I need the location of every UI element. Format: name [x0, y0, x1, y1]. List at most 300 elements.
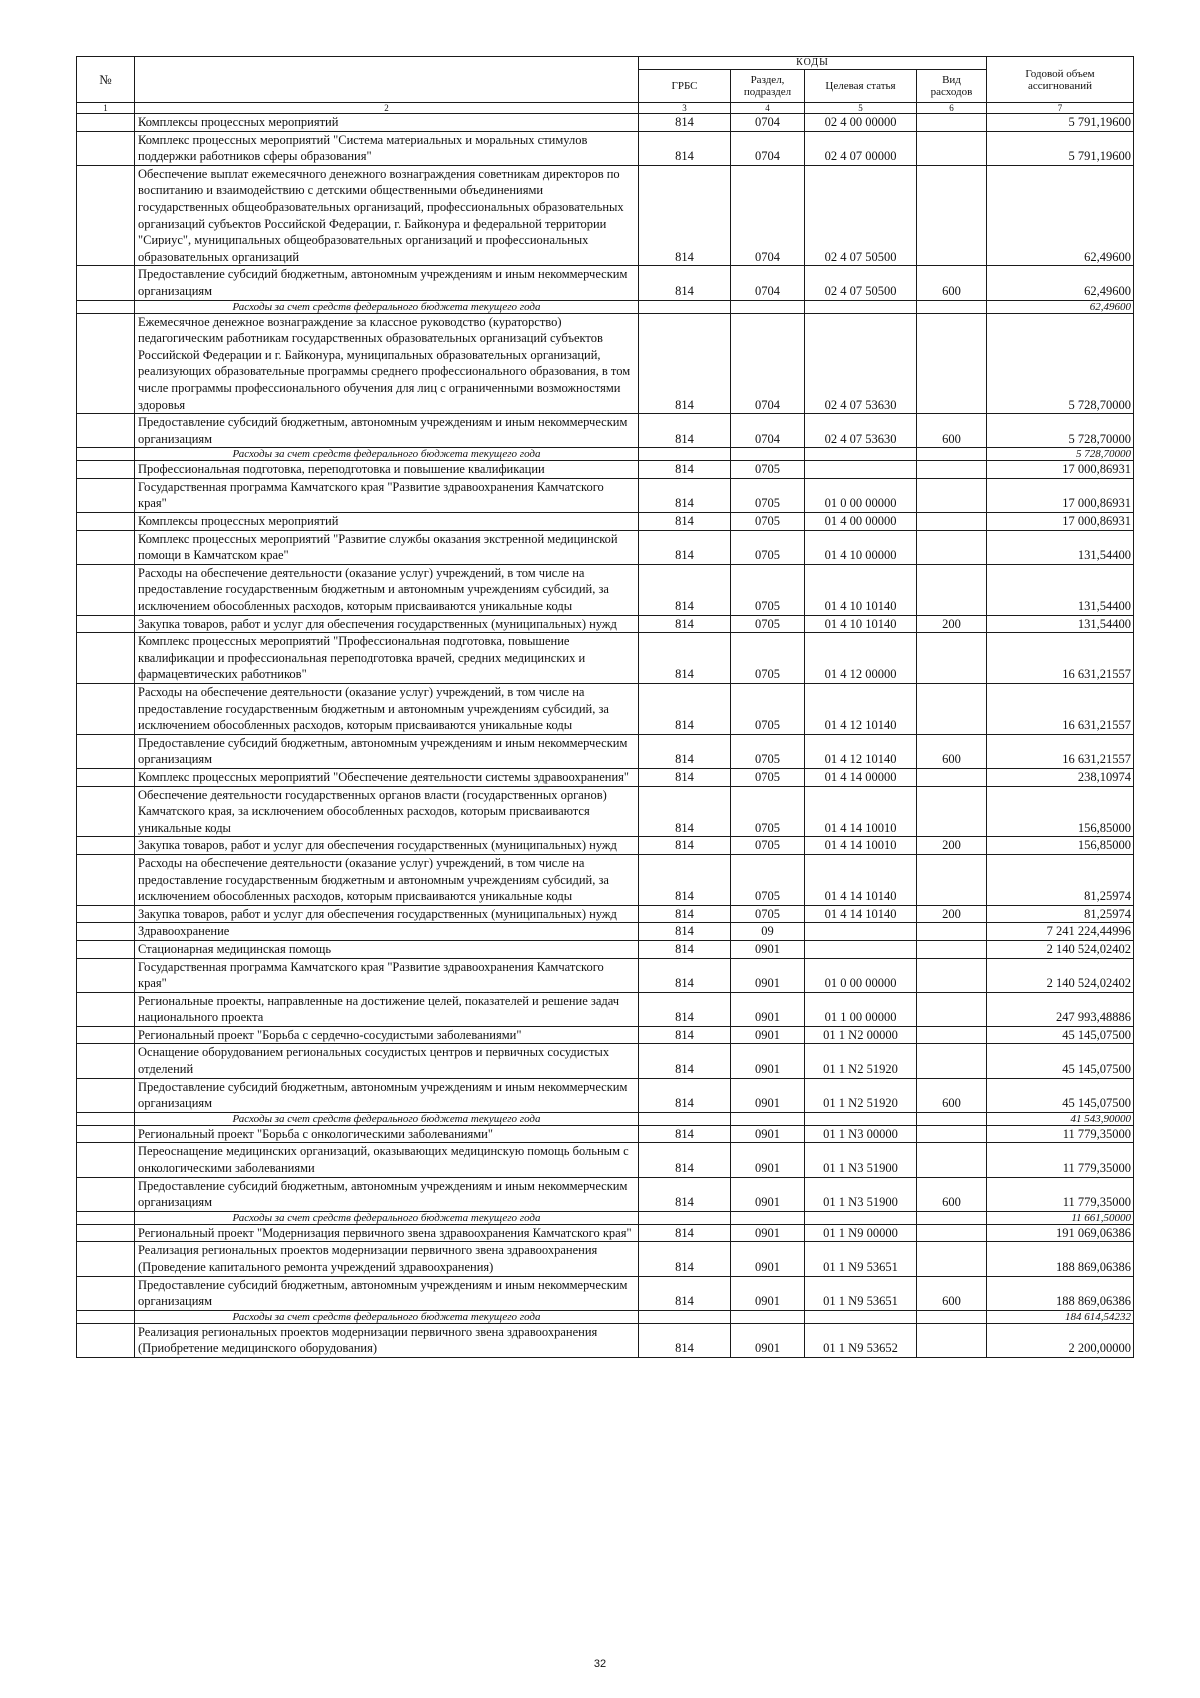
row-grbs-code: 814 — [639, 313, 731, 414]
row-amount: 62,49600 — [987, 165, 1134, 266]
row-number-cell — [77, 786, 135, 837]
row-number-cell — [77, 1044, 135, 1078]
row-name: Ежемесячное денежное вознаграждение за классное руководство (кураторство) педагогическим работникам государственных образовательных организаций субъектов Российской Федерации и г. Байконура, муниципальных образовательных организаций, реализующих образовательные программы среднего профессионального образования, в том числе программы профессионального обучения для лиц с ограниченными возможностями здоровья — [135, 313, 639, 414]
row-target-article: 02 4 07 50500 — [805, 266, 917, 300]
row-razdel-code: 0901 — [731, 1323, 805, 1357]
row-razdel-code: 0901 — [731, 1078, 805, 1112]
row-target-article: 01 4 10 10140 — [805, 615, 917, 633]
row-razdel-code: 0901 — [731, 940, 805, 958]
row-target-article: 01 1 N2 51920 — [805, 1078, 917, 1112]
table-row — [77, 1276, 1134, 1310]
table-row — [77, 1242, 1134, 1276]
row-amount: 45 145,07500 — [987, 1044, 1134, 1078]
row-amount: 5 728,70000 — [987, 448, 1134, 461]
row-number-cell — [77, 734, 135, 768]
row-name: Расходы за счет средств федерального бюджета текущего года — [135, 1112, 639, 1125]
row-number-cell — [77, 1276, 135, 1310]
row-name: Закупка товаров, работ и услуг для обеспечения государственных (муниципальных) нужд — [135, 905, 639, 923]
row-expense-type — [917, 1143, 987, 1177]
column-number: 1 — [77, 103, 135, 114]
row-amount: 62,49600 — [987, 266, 1134, 300]
row-amount: 11 661,50000 — [987, 1211, 1134, 1224]
row-expense-type — [917, 513, 987, 531]
row-razdel-code: 0705 — [731, 478, 805, 512]
row-razdel-code: 0901 — [731, 1177, 805, 1211]
row-expense-type — [917, 131, 987, 165]
row-grbs-code: 814 — [639, 530, 731, 564]
row-razdel-code: 0901 — [731, 1026, 805, 1044]
row-expense-type — [917, 992, 987, 1026]
row-grbs-code: 814 — [639, 923, 731, 941]
header-annual-amount: Годовой объем ассигнований — [987, 57, 1134, 103]
table-body — [77, 114, 1134, 1358]
row-razdel-code: 0705 — [731, 564, 805, 615]
row-target-article: 01 1 N3 00000 — [805, 1125, 917, 1143]
row-target-article: 02 4 00 00000 — [805, 114, 917, 132]
row-grbs-code: 814 — [639, 513, 731, 531]
header-grbs: ГРБС — [639, 70, 731, 103]
row-target-article — [805, 300, 917, 313]
row-grbs-code: 814 — [639, 1177, 731, 1211]
table-row — [77, 1143, 1134, 1177]
row-grbs-code: 814 — [639, 768, 731, 786]
row-target-article: 01 0 00 00000 — [805, 478, 917, 512]
row-grbs-code: 814 — [639, 734, 731, 768]
row-amount: 11 779,35000 — [987, 1125, 1134, 1143]
row-grbs-code: 814 — [639, 414, 731, 448]
row-target-article: 02 4 07 00000 — [805, 131, 917, 165]
row-name: Здравоохранение — [135, 923, 639, 941]
row-name: Региональный проект "Модернизация первичного звена здравоохранения Камчатского края" — [135, 1224, 639, 1242]
row-amount: 16 631,21557 — [987, 684, 1134, 735]
row-target-article: 01 1 N3 51900 — [805, 1177, 917, 1211]
row-expense-type — [917, 1211, 987, 1224]
row-razdel-code: 0901 — [731, 1143, 805, 1177]
row-name: Расходы за счет средств федерального бюджета текущего года — [135, 1310, 639, 1323]
row-number-cell — [77, 131, 135, 165]
row-amount: 17 000,86931 — [987, 478, 1134, 512]
table-row — [77, 478, 1134, 512]
row-target-article: 01 1 N2 51920 — [805, 1044, 917, 1078]
table-row — [77, 1125, 1134, 1143]
row-grbs-code: 814 — [639, 461, 731, 479]
row-name: Закупка товаров, работ и услуг для обеспечения государственных (муниципальных) нужд — [135, 837, 639, 855]
table-row — [77, 1224, 1134, 1242]
row-name: Предоставление субсидий бюджетным, автономным учреждениям и иным некоммерческим организациям — [135, 734, 639, 768]
row-number-cell — [77, 1224, 135, 1242]
row-amount: 45 145,07500 — [987, 1026, 1134, 1044]
row-grbs-code: 814 — [639, 1276, 731, 1310]
row-razdel-code — [731, 448, 805, 461]
row-amount: 16 631,21557 — [987, 633, 1134, 684]
row-expense-type — [917, 1112, 987, 1125]
row-amount: 81,25974 — [987, 905, 1134, 923]
row-expense-type: 600 — [917, 414, 987, 448]
row-grbs-code — [639, 448, 731, 461]
row-name: Предоставление субсидий бюджетным, автономным учреждениям и иным некоммерческим организациям — [135, 1276, 639, 1310]
row-expense-type: 200 — [917, 837, 987, 855]
row-razdel-code: 0704 — [731, 313, 805, 414]
table-row — [77, 266, 1134, 300]
row-razdel-code: 0705 — [731, 633, 805, 684]
row-name: Предоставление субсидий бюджетным, автономным учреждениям и иным некоммерческим организациям — [135, 266, 639, 300]
federal-funds-subrow — [77, 448, 1134, 461]
federal-funds-subrow — [77, 1112, 1134, 1125]
row-expense-type — [917, 786, 987, 837]
page-number: 32 — [593, 1658, 607, 1670]
row-number-cell — [77, 448, 135, 461]
row-number-cell — [77, 165, 135, 266]
row-grbs-code: 814 — [639, 992, 731, 1026]
row-name: Предоставление субсидий бюджетным, автономным учреждениям и иным некоммерческим организациям — [135, 1177, 639, 1211]
row-razdel-code — [731, 300, 805, 313]
row-target-article: 01 4 12 00000 — [805, 633, 917, 684]
row-grbs-code: 814 — [639, 1044, 731, 1078]
row-razdel-code: 0901 — [731, 1125, 805, 1143]
table-row — [77, 414, 1134, 448]
row-number-cell — [77, 992, 135, 1026]
table-row — [77, 905, 1134, 923]
row-amount: 11 779,35000 — [987, 1143, 1134, 1177]
row-razdel-code: 0704 — [731, 165, 805, 266]
row-target-article: 01 4 14 00000 — [805, 768, 917, 786]
row-expense-type — [917, 313, 987, 414]
row-razdel-code: 0705 — [731, 684, 805, 735]
row-expense-type — [917, 1323, 987, 1357]
row-name: Расходы на обеспечение деятельности (оказание услуг) учреждений, в том числе на предоставление государственным бюджетным и автономным учреждениям субсидий, за исключением обособленных расходов, которым присваиваются уникальные коды — [135, 564, 639, 615]
row-grbs-code: 814 — [639, 633, 731, 684]
row-name: Комплекс процессных мероприятий "Профессиональная подготовка, повышение квалификации и профессиональная переподготовка врачей, средних медицинских и фармацевтических работников" — [135, 633, 639, 684]
row-name: Расходы на обеспечение деятельности (оказание услуг) учреждений, в том числе на предоставление государственным бюджетным и автономным учреждениям субсидий, за исключением обособленных расходов, которым присваиваются уникальные коды — [135, 854, 639, 905]
row-razdel-code: 0705 — [731, 461, 805, 479]
federal-funds-subrow — [77, 300, 1134, 313]
row-name: Предоставление субсидий бюджетным, автономным учреждениям и иным некоммерческим организациям — [135, 1078, 639, 1112]
row-amount: 5 728,70000 — [987, 313, 1134, 414]
row-amount: 2 200,00000 — [987, 1323, 1134, 1357]
table-row — [77, 1078, 1134, 1112]
row-grbs-code — [639, 1310, 731, 1323]
row-expense-type — [917, 564, 987, 615]
row-grbs-code: 814 — [639, 958, 731, 992]
row-expense-type — [917, 1242, 987, 1276]
row-amount: 156,85000 — [987, 786, 1134, 837]
row-target-article: 01 4 14 10010 — [805, 837, 917, 855]
row-razdel-code: 0705 — [731, 837, 805, 855]
row-number-cell — [77, 923, 135, 941]
row-target-article — [805, 1310, 917, 1323]
row-name: Реализация региональных проектов модернизации первичного звена здравоохранения (Приобретение медицинского оборудования) — [135, 1323, 639, 1357]
row-target-article: 01 1 N2 00000 — [805, 1026, 917, 1044]
row-grbs-code — [639, 300, 731, 313]
row-target-article: 01 1 N9 53651 — [805, 1276, 917, 1310]
table-row — [77, 1323, 1134, 1357]
row-expense-type: 200 — [917, 905, 987, 923]
row-amount: 62,49600 — [987, 300, 1134, 313]
row-grbs-code: 814 — [639, 684, 731, 735]
row-grbs-code: 814 — [639, 1026, 731, 1044]
row-expense-type: 600 — [917, 1177, 987, 1211]
row-grbs-code: 814 — [639, 905, 731, 923]
row-name: Комплекс процессных мероприятий "Обеспечение деятельности системы здравоохранения" — [135, 768, 639, 786]
row-amount: 45 145,07500 — [987, 1078, 1134, 1112]
table-row — [77, 513, 1134, 531]
row-expense-type — [917, 478, 987, 512]
row-name: Обеспечение деятельности государственных органов власти (государственных органов) Камчатского края, за исключением обособленных расходов, которым присваиваются уникальные коды — [135, 786, 639, 837]
row-razdel-code: 0901 — [731, 958, 805, 992]
row-amount: 247 993,48886 — [987, 992, 1134, 1026]
row-expense-type — [917, 940, 987, 958]
row-amount: 7 241 224,44996 — [987, 923, 1134, 941]
row-amount: 131,54400 — [987, 564, 1134, 615]
row-expense-type: 600 — [917, 1078, 987, 1112]
header-razdel: Раздел, подраздел — [731, 70, 805, 103]
row-target-article: 01 4 10 00000 — [805, 530, 917, 564]
budget-allocation-table — [76, 56, 1134, 1358]
row-target-article: 01 4 00 00000 — [805, 513, 917, 531]
row-name: Государственная программа Камчатского края "Развитие здравоохранения Камчатского края" — [135, 958, 639, 992]
row-expense-type — [917, 684, 987, 735]
column-number: 3 — [639, 103, 731, 114]
row-razdel-code: 0901 — [731, 1242, 805, 1276]
row-expense-type — [917, 958, 987, 992]
row-amount: 2 140 524,02402 — [987, 958, 1134, 992]
row-number-cell — [77, 564, 135, 615]
row-name: Реализация региональных проектов модернизации первичного звена здравоохранения (Проведение капитального ремонта учреждений здравоохранения) — [135, 1242, 639, 1276]
table-row — [77, 1026, 1134, 1044]
table-row — [77, 165, 1134, 266]
row-grbs-code: 814 — [639, 266, 731, 300]
row-number-cell — [77, 905, 135, 923]
table-row — [77, 940, 1134, 958]
row-grbs-code: 814 — [639, 114, 731, 132]
row-grbs-code: 814 — [639, 1125, 731, 1143]
table-row — [77, 313, 1134, 414]
row-number-cell — [77, 768, 135, 786]
row-amount: 5 728,70000 — [987, 414, 1134, 448]
table-row — [77, 131, 1134, 165]
row-razdel-code: 0705 — [731, 786, 805, 837]
table-row — [77, 768, 1134, 786]
row-target-article: 01 4 12 10140 — [805, 684, 917, 735]
table-row — [77, 958, 1134, 992]
row-target-article: 01 4 14 10140 — [805, 854, 917, 905]
row-expense-type — [917, 1044, 987, 1078]
budget-table-container — [76, 56, 1133, 1358]
header-vid-raskhodov: Вид расходов — [917, 70, 987, 103]
row-grbs-code: 814 — [639, 837, 731, 855]
row-number-cell — [77, 414, 135, 448]
row-grbs-code: 814 — [639, 1242, 731, 1276]
row-number-cell — [77, 1078, 135, 1112]
row-grbs-code: 814 — [639, 131, 731, 165]
column-number: 2 — [135, 103, 639, 114]
row-target-article: 02 4 07 50500 — [805, 165, 917, 266]
row-target-article: 01 1 N9 00000 — [805, 1224, 917, 1242]
row-amount: 41 543,90000 — [987, 1112, 1134, 1125]
row-name: Региональный проект "Борьба с сердечно-сосудистыми заболеваниями" — [135, 1026, 639, 1044]
row-name: Расходы на обеспечение деятельности (оказание услуг) учреждений, в том числе на предоставление государственным бюджетным и автономным учреждениям субсидий, за исключением обособленных расходов, которым присваиваются уникальные коды — [135, 684, 639, 735]
row-name: Государственная программа Камчатского края "Развитие здравоохранения Камчатского края" — [135, 478, 639, 512]
row-razdel-code: 0704 — [731, 131, 805, 165]
table-row — [77, 1044, 1134, 1078]
row-target-article — [805, 1211, 917, 1224]
row-name: Региональные проекты, направленные на достижение целей, показателей и решение задач национального проекта — [135, 992, 639, 1026]
header-name-blank — [135, 57, 639, 103]
row-expense-type — [917, 1026, 987, 1044]
row-name: Комплекс процессных мероприятий "Развитие службы оказания экстренной медицинской помощи в Камчатском крае" — [135, 530, 639, 564]
row-grbs-code: 814 — [639, 1323, 731, 1357]
row-number-cell — [77, 1026, 135, 1044]
row-target-article: 01 1 N9 53651 — [805, 1242, 917, 1276]
row-amount: 5 791,19600 — [987, 114, 1134, 132]
row-target-article: 01 1 00 00000 — [805, 992, 917, 1026]
row-expense-type — [917, 1310, 987, 1323]
row-target-article: 01 0 00 00000 — [805, 958, 917, 992]
row-target-article — [805, 1112, 917, 1125]
row-number-cell — [77, 1323, 135, 1357]
table-row — [77, 615, 1134, 633]
table-row — [77, 992, 1134, 1026]
row-expense-type — [917, 165, 987, 266]
row-number-cell — [77, 461, 135, 479]
row-number-cell — [77, 266, 135, 300]
row-name: Переоснащение медицинских организаций, оказывающих медицинскую помощь больным с онкологическими заболеваниями — [135, 1143, 639, 1177]
row-number-cell — [77, 1143, 135, 1177]
row-razdel-code: 09 — [731, 923, 805, 941]
row-amount: 5 791,19600 — [987, 131, 1134, 165]
row-name: Комплексы процессных мероприятий — [135, 114, 639, 132]
row-name: Региональный проект "Борьба с онкологическими заболеваниями" — [135, 1125, 639, 1143]
row-expense-type — [917, 768, 987, 786]
table-header — [77, 57, 1134, 114]
header-number: № — [77, 57, 135, 103]
row-grbs-code: 814 — [639, 165, 731, 266]
row-number-cell — [77, 114, 135, 132]
table-row — [77, 564, 1134, 615]
row-razdel-code: 0705 — [731, 734, 805, 768]
table-row — [77, 461, 1134, 479]
row-target-article — [805, 940, 917, 958]
row-target-article: 01 4 14 10010 — [805, 786, 917, 837]
row-amount: 16 631,21557 — [987, 734, 1134, 768]
row-amount: 2 140 524,02402 — [987, 940, 1134, 958]
row-amount: 17 000,86931 — [987, 461, 1134, 479]
row-target-article — [805, 923, 917, 941]
row-name: Оснащение оборудованием региональных сосудистых центров и первичных сосудистых отделений — [135, 1044, 639, 1078]
row-name: Стационарная медицинская помощь — [135, 940, 639, 958]
row-amount: 156,85000 — [987, 837, 1134, 855]
table-row — [77, 734, 1134, 768]
row-number-cell — [77, 615, 135, 633]
row-grbs-code: 814 — [639, 564, 731, 615]
row-name: Комплексы процессных мероприятий — [135, 513, 639, 531]
row-target-article — [805, 448, 917, 461]
table-row — [77, 837, 1134, 855]
row-target-article: 01 4 12 10140 — [805, 734, 917, 768]
row-razdel-code — [731, 1310, 805, 1323]
table-row — [77, 1177, 1134, 1211]
row-number-cell — [77, 1242, 135, 1276]
row-amount: 238,10974 — [987, 768, 1134, 786]
row-razdel-code: 0705 — [731, 615, 805, 633]
row-grbs-code: 814 — [639, 786, 731, 837]
header-codes: КОДЫ — [639, 57, 987, 70]
column-number: 5 — [805, 103, 917, 114]
row-name: Обеспечение выплат ежемесячного денежного вознаграждения советникам директоров по воспитанию и взаимодействию с детскими общественными объединениями государственных общеобразовательных организаций, профессиональных образовательных организаций субъектов Российской Федерации, г. Байконура и федеральной территории "Сириус", муниципальных общеобразовательных организаций и профессиональных образовательных организаций — [135, 165, 639, 266]
row-name: Расходы за счет средств федерального бюджета текущего года — [135, 448, 639, 461]
row-grbs-code: 814 — [639, 854, 731, 905]
row-name: Закупка товаров, работ и услуг для обеспечения государственных (муниципальных) нужд — [135, 615, 639, 633]
row-amount: 191 069,06386 — [987, 1224, 1134, 1242]
row-razdel-code: 0901 — [731, 1224, 805, 1242]
table-row — [77, 633, 1134, 684]
table-row — [77, 786, 1134, 837]
row-number-cell — [77, 1112, 135, 1125]
row-target-article — [805, 461, 917, 479]
row-grbs-code: 814 — [639, 1224, 731, 1242]
row-number-cell — [77, 1211, 135, 1224]
row-number-cell — [77, 530, 135, 564]
row-razdel-code — [731, 1211, 805, 1224]
row-number-cell — [77, 1125, 135, 1143]
row-number-cell — [77, 1177, 135, 1211]
row-expense-type — [917, 923, 987, 941]
row-amount: 17 000,86931 — [987, 513, 1134, 531]
row-amount: 131,54400 — [987, 530, 1134, 564]
row-number-cell — [77, 633, 135, 684]
row-razdel-code: 0704 — [731, 266, 805, 300]
row-grbs-code: 814 — [639, 1078, 731, 1112]
row-amount: 184 614,54232 — [987, 1310, 1134, 1323]
row-grbs-code: 814 — [639, 478, 731, 512]
row-target-article: 01 4 14 10140 — [805, 905, 917, 923]
row-expense-type — [917, 1224, 987, 1242]
row-razdel-code: 0901 — [731, 1044, 805, 1078]
row-target-article: 01 1 N3 51900 — [805, 1143, 917, 1177]
row-expense-type — [917, 300, 987, 313]
table-row — [77, 530, 1134, 564]
table-row — [77, 114, 1134, 132]
row-amount: 188 869,06386 — [987, 1242, 1134, 1276]
row-number-cell — [77, 1310, 135, 1323]
row-target-article: 02 4 07 53630 — [805, 313, 917, 414]
row-expense-type: 600 — [917, 266, 987, 300]
row-expense-type — [917, 854, 987, 905]
row-name: Расходы за счет средств федерального бюджета текущего года — [135, 1211, 639, 1224]
row-grbs-code: 814 — [639, 1143, 731, 1177]
row-razdel-code: 0704 — [731, 114, 805, 132]
row-number-cell — [77, 684, 135, 735]
row-number-cell — [77, 837, 135, 855]
table-row — [77, 854, 1134, 905]
row-expense-type — [917, 448, 987, 461]
row-amount: 81,25974 — [987, 854, 1134, 905]
row-expense-type: 600 — [917, 734, 987, 768]
table-row — [77, 923, 1134, 941]
row-name: Предоставление субсидий бюджетным, автономным учреждениям и иным некоммерческим организациям — [135, 414, 639, 448]
row-grbs-code: 814 — [639, 615, 731, 633]
column-number: 4 — [731, 103, 805, 114]
row-number-cell — [77, 478, 135, 512]
row-razdel-code: 0705 — [731, 854, 805, 905]
row-number-cell — [77, 958, 135, 992]
row-razdel-code: 0901 — [731, 992, 805, 1026]
row-name: Профессиональная подготовка, переподготовка и повышение квалификации — [135, 461, 639, 479]
row-expense-type: 600 — [917, 1276, 987, 1310]
row-razdel-code: 0704 — [731, 414, 805, 448]
row-target-article: 01 1 N9 53652 — [805, 1323, 917, 1357]
row-amount: 131,54400 — [987, 615, 1134, 633]
